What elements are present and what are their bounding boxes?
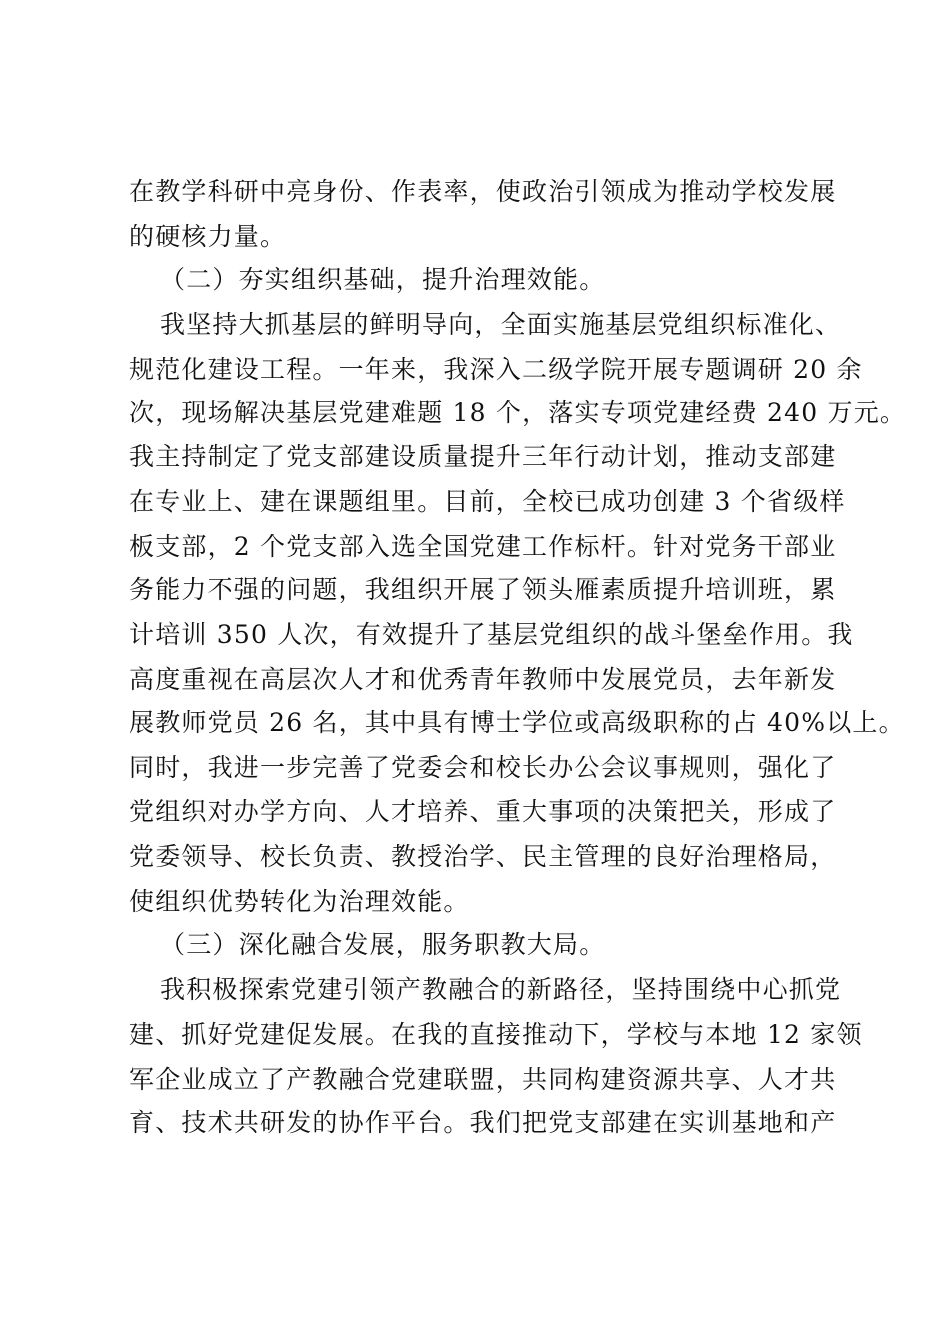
body-text-line: 在教学科研中亮身份、作表率，使政治引领成为推动学校发展 [129,177,837,206]
body-text-line: 育、技术共研发的协作平台。我们把党支部建在实训基地和产 [129,1108,837,1137]
body-text-line: 军企业成立了产教融合党建联盟，共同构建资源共享、人才共 [129,1065,837,1094]
body-text-line: 计培训 350 人次，有效提升了基层党组织的战斗堡垒作用。我 [129,620,854,649]
body-text-line: 高度重视在高层次人才和优秀青年教师中发展党员，去年新发 [129,665,837,694]
body-text-line: 我主持制定了党支部建设质量提升三年行动计划，推动支部建 [129,442,837,471]
section-heading-3: （三）深化融合发展，服务职教大局。 [160,930,606,959]
body-text-line: 同时，我进一步完善了党委会和校长办公会议事规则，强化了 [129,753,837,782]
body-text-line: 板支部，2 个党支部入选全国党建工作标杆。针对党务干部业 [129,532,837,561]
body-text-line: 规范化建设工程。一年来，我深入二级学院开展专题调研 20 余 [129,355,863,384]
body-text-line: 我积极探索党建引领产教融合的新路径，坚持围绕中心抓党 [160,975,842,1004]
body-text-line: 的硬核力量。 [129,222,287,251]
section-heading-2: （二）夯实组织基础，提升治理效能。 [160,265,606,294]
body-text-line: 务能力不强的问题，我组织开展了领头雁素质提升培训班，累 [129,575,837,604]
body-text-line: 建、抓好党建促发展。在我的直接推动下，学校与本地 12 家领 [129,1020,863,1049]
body-text-line: 在专业上、建在课题组里。目前，全校已成功创建 3 个省级样 [129,487,846,516]
body-text-line: 我坚持大抓基层的鲜明导向，全面实施基层党组织标准化、 [160,310,842,339]
body-text-line: 党组织对办学方向、人才培养、重大事项的决策把关，形成了 [129,797,837,826]
body-text-line: 展教师党员 26 名，其中具有博士学位或高级职称的占 40%以上。 [129,708,905,737]
body-text-line: 党委领导、校长负责、教授治学、民主管理的良好治理格局， [129,842,837,871]
body-text-line: 使组织优势转化为治理效能。 [129,887,470,916]
body-text-line: 次，现场解决基层党建难题 18 个，落实专项党建经费 240 万元。 [129,398,907,427]
